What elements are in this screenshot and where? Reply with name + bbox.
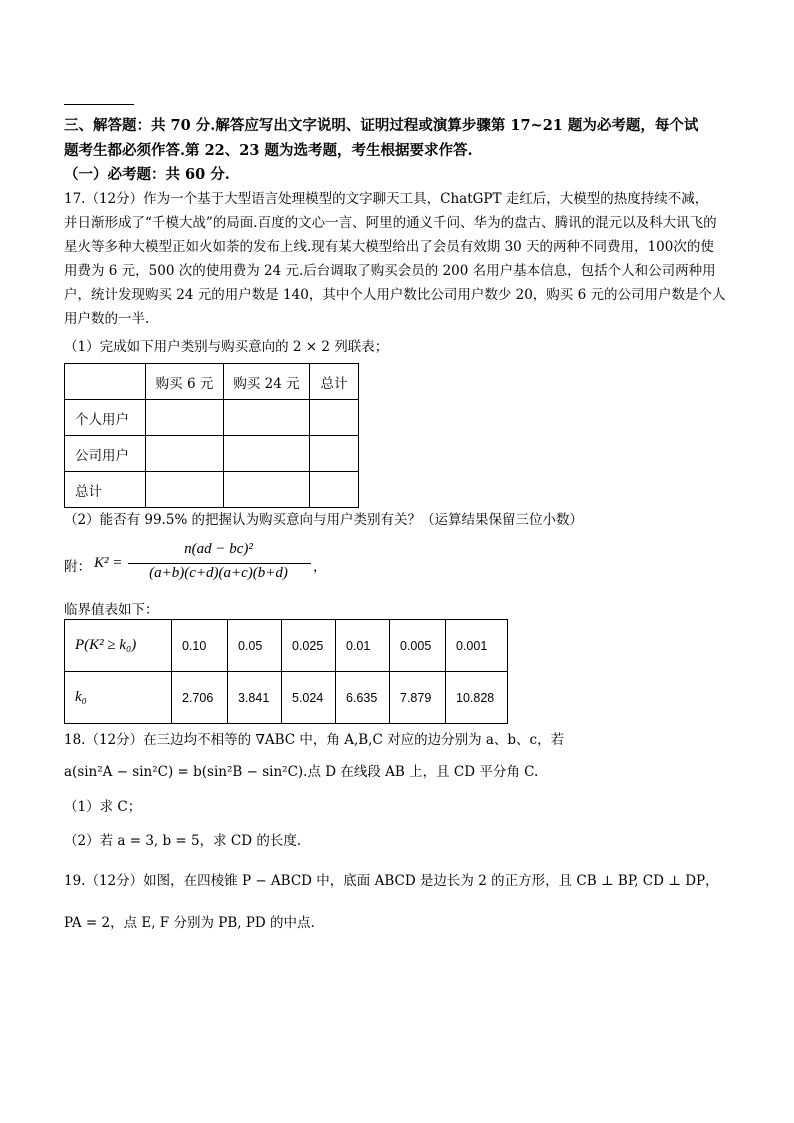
formula-denominator: (a+b)(c+d)(a+c)(b+d) (149, 565, 288, 581)
q17-line-6: 用户数的一半. (64, 311, 150, 327)
header-rule (64, 104, 134, 105)
table-cell (310, 400, 359, 436)
formula-prefix: 附： (64, 559, 91, 575)
table-cell: 2.706 (172, 672, 228, 724)
table-row (65, 472, 359, 508)
formula-tail: ， (313, 559, 327, 575)
q18-line-1: 18.（12分）在三边均不相等的 ∇ABC 中，角 A,B,C 对应的边分别为 a、b、c，若 (64, 732, 565, 748)
q17-line-1: 17.（12分）作为一个基于大型语言处理模型的文字聊天工具，ChatGPT 走红后，大模型的热度持续不减， (64, 191, 709, 207)
q17-line-3: 星火等多种大模型正如火如荼的发布上线.现有某大模型给出了会员有效期 30 天的两种不同费用，100次的使 (64, 239, 714, 255)
q19-line-2: PA = 2，点 E, F 分别为 PB, PD 的中点. (64, 915, 315, 931)
table-row-label: 公司用户 (65, 436, 146, 472)
section-header-line1: 三、解答题：共 70 分.解答应写出文字说明、证明过程或演算步骤第 17~21 题为必考题，每个试 (64, 117, 699, 134)
table-cell (310, 472, 359, 508)
table-cell: 6.635 (336, 672, 390, 724)
table-row-label: 个人用户 (65, 400, 146, 436)
table-cell (65, 364, 146, 400)
table-row-label: P(K² ≥ k₀) (65, 620, 172, 672)
q17-line-5: 户，统计发现购买 24 元的用户数是 140，其中个人用户数比公司用户数少 20，购买 6 元的公司用户数是个人 (64, 287, 726, 303)
formula-numerator: n(ad − bc)² (184, 541, 253, 557)
q17-part2: （2）能否有 99.5% 的把握认为购买意向与用户类别有关？（运算结果保留三位小数） (64, 512, 584, 528)
table-cell: 0.025 (282, 620, 336, 672)
table-cell: 0.01 (336, 620, 390, 672)
table-cell (224, 472, 310, 508)
contingency-table (64, 363, 359, 508)
table-cell (146, 472, 224, 508)
table-cell: 0.10 (172, 620, 228, 672)
critical-table-label: 临界值表如下： (64, 602, 159, 618)
table-cell (146, 400, 224, 436)
table-cell (310, 436, 359, 472)
table-cell: 0.001 (446, 620, 508, 672)
table-row (65, 400, 359, 436)
q19-line-1: 19.（12分）如图，在四棱锥 P − ABCD 中，底面 ABCD 是边长为 2 的正方形，且 CB ⊥ BP, CD ⊥ DP， (64, 873, 719, 889)
table-row-label: 总计 (65, 472, 146, 508)
table-row (65, 436, 359, 472)
table-header-cell: 购买 6 元 (146, 364, 224, 400)
section-header-line2: 题考生都必须作答.第 22、23 题为选考题，考生根据要求作答. (64, 142, 473, 159)
table-row (65, 672, 508, 724)
table-cell: 0.005 (390, 620, 446, 672)
q17-line-2: 并日渐形成了“千模大战”的局面.百度的文心一言、阿里的通义千问、华为的盘古、腾讯的混元以及科大讯飞的 (64, 215, 717, 231)
table-row (65, 364, 359, 400)
table-cell: 3.841 (228, 672, 282, 724)
q18-part2: （2）若 a = 3, b = 5，求 CD 的长度. (64, 833, 302, 849)
table-header-cell: 总计 (310, 364, 359, 400)
q18-part1: （1）求 C； (64, 799, 142, 815)
table-cell: 7.879 (390, 672, 446, 724)
critical-value-table (64, 619, 508, 724)
table-cell: 0.05 (228, 620, 282, 672)
table-cell: 10.828 (446, 672, 508, 724)
q17-part1: （1）完成如下用户类别与购买意向的 2 × 2 列联表； (64, 339, 389, 355)
formula-lhs: K² = (94, 555, 123, 571)
table-header-cell: 购买 24 元 (224, 364, 310, 400)
table-cell: 5.024 (282, 672, 336, 724)
fraction-bar (128, 563, 311, 564)
table-cell (146, 436, 224, 472)
q18-line-2: a(sin²A − sin²C) = b(sin²B − sin²C).点 D 在线段 AB 上，且 CD 平分角 C. (64, 764, 539, 780)
table-row (65, 620, 508, 672)
table-cell (224, 400, 310, 436)
table-cell (224, 436, 310, 472)
subsection-title: （一）必考题：共 60 分. (64, 166, 230, 183)
table-row-label: k₀ (65, 672, 172, 724)
q17-line-4: 用费为 6 元，500 次的使用费为 24 元.后台调取了购买会员的 200 名用户基本信息，包括个人和公司两种用 (64, 263, 716, 279)
